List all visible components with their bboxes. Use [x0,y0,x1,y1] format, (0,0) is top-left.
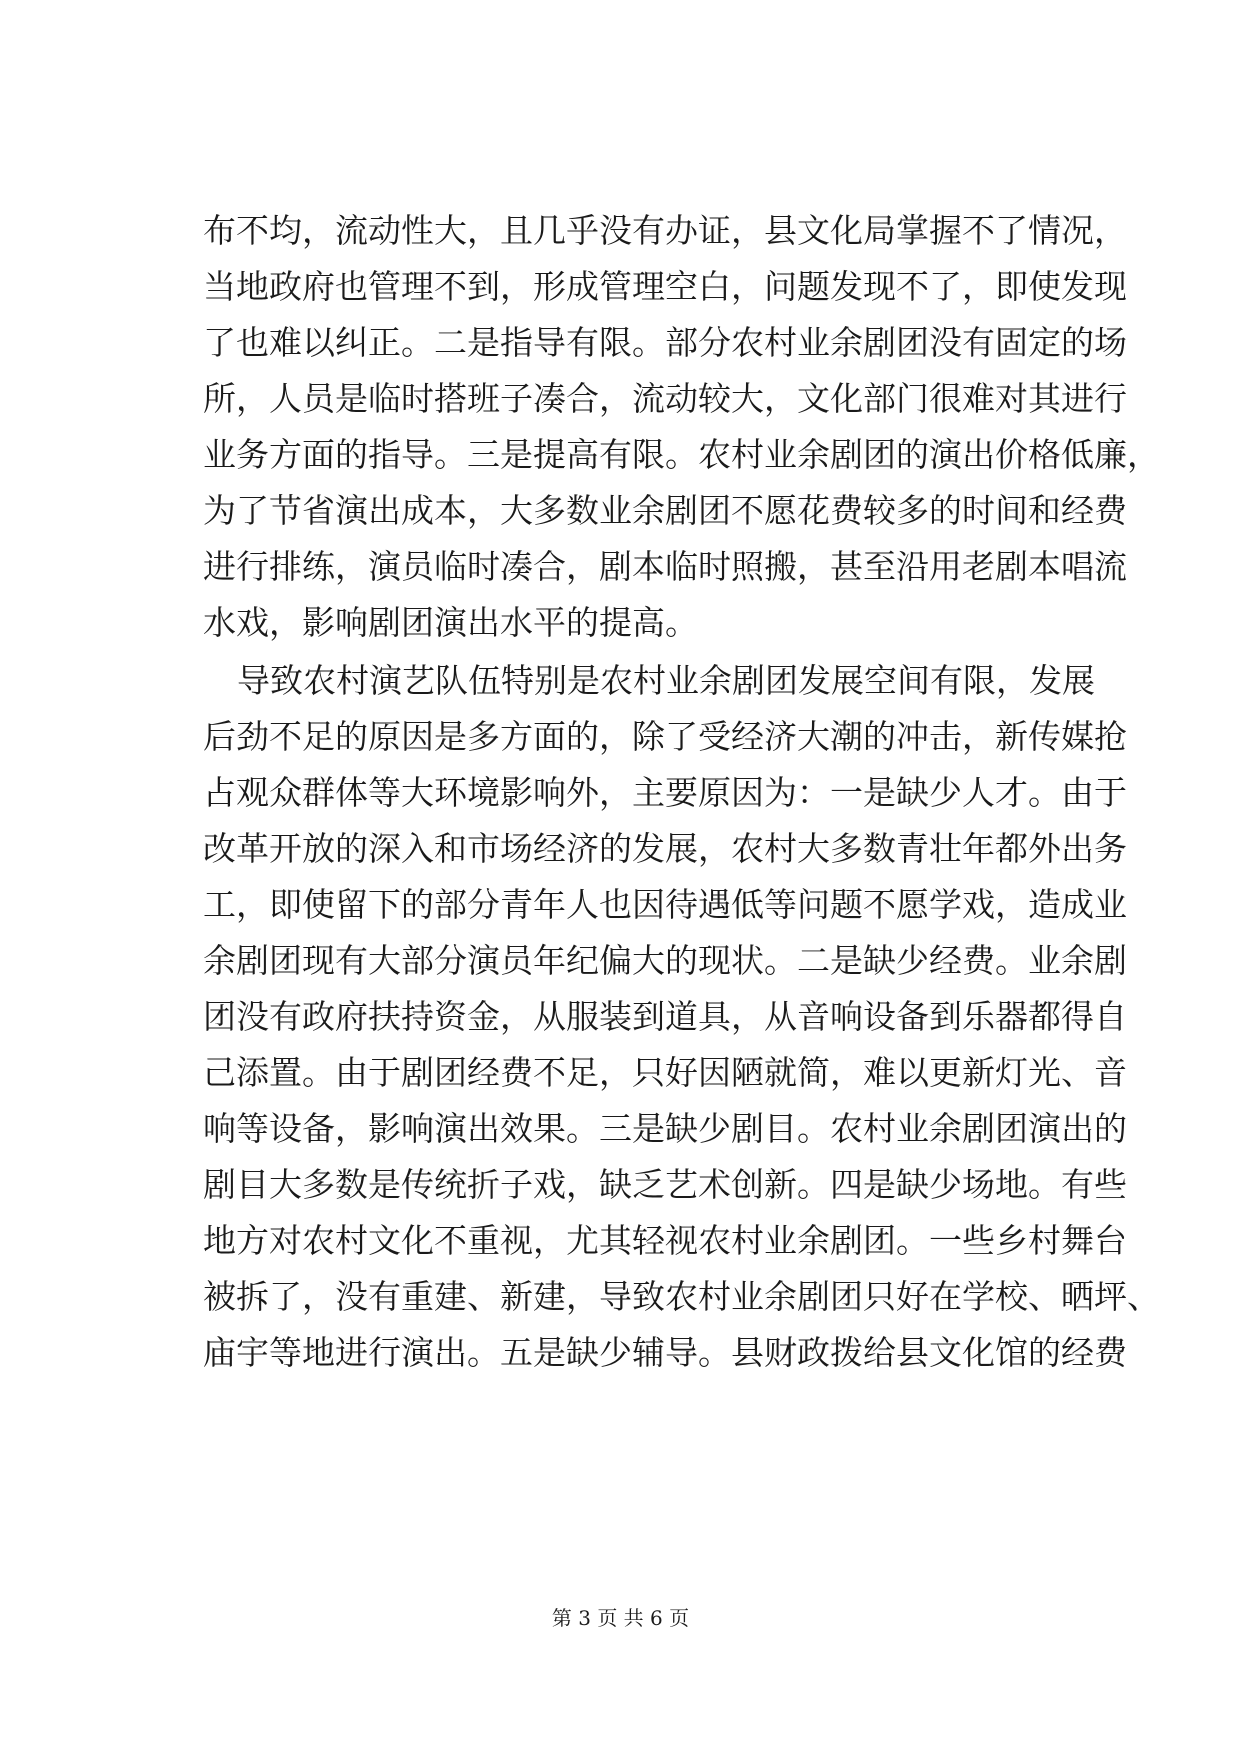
page-number-footer: 第 3 页 共 6 页 [551,1606,690,1630]
text-line: 进行排练，演员临时凑合，剧本临时照搬，甚至沿用老剧本唱流 [203,547,1127,586]
text-line: 响等设备，影响演出效果。三是缺少剧目。农村业余剧团演出的 [203,1109,1127,1148]
text-line: 团没有政府扶持资金，从服装到道具，从音响设备到乐器都得自 [203,997,1127,1036]
text-line: 剧目大多数是传统折子戏，缺乏艺术创新。四是缺少场地。有些 [203,1165,1127,1204]
text-line: 占观众群体等大环境影响外，主要原因为：一是缺少人才。由于 [203,773,1127,812]
text-line: 被拆了，没有重建、新建，导致农村业余剧团只好在学校、晒坪、 [203,1277,1160,1316]
text-line: 当地政府也管理不到，形成管理空白，问题发现不了，即使发现 [203,267,1127,306]
text-line: 了也难以纠正。二是指导有限。部分农村业余剧团没有固定的场 [203,323,1127,362]
text-line: 庙宇等地进行演出。五是缺少辅导。县财政拨给县文化馆的经费 [203,1333,1127,1372]
text-line: 工，即使留下的部分青年人也因待遇低等问题不愿学戏，造成业 [203,885,1127,924]
text-line: 所，人员是临时搭班子凑合，流动较大，文化部门很难对其进行 [203,379,1127,418]
text-line: 后劲不足的原因是多方面的，除了受经济大潮的冲击，新传媒抢 [203,717,1127,756]
text-line: 己添置。由于剧团经费不足，只好因陋就简，难以更新灯光、音 [203,1053,1127,1092]
text-line: 业务方面的指导。三是提高有限。农村业余剧团的演出价格低廉， [203,435,1160,474]
text-line: 余剧团现有大部分演员年纪偏大的现状。二是缺少经费。业余剧 [203,941,1127,980]
text-line: 布不均，流动性大，且几乎没有办证，县文化局掌握不了情况， [203,211,1127,250]
text-line: 水戏，影响剧团演出水平的提高。 [203,603,698,642]
text-line: 改革开放的深入和市场经济的发展，农村大多数青壮年都外出务 [203,829,1127,868]
paragraph-first-line: 导致农村演艺队伍特别是农村业余剧团发展空间有限，发展 [237,661,1095,700]
text-line: 为了节省演出成本，大多数业余剧团不愿花费较多的时间和经费 [203,491,1127,530]
text-line: 地方对农村文化不重视，尤其轻视农村业余剧团。一些乡村舞台 [203,1221,1127,1260]
